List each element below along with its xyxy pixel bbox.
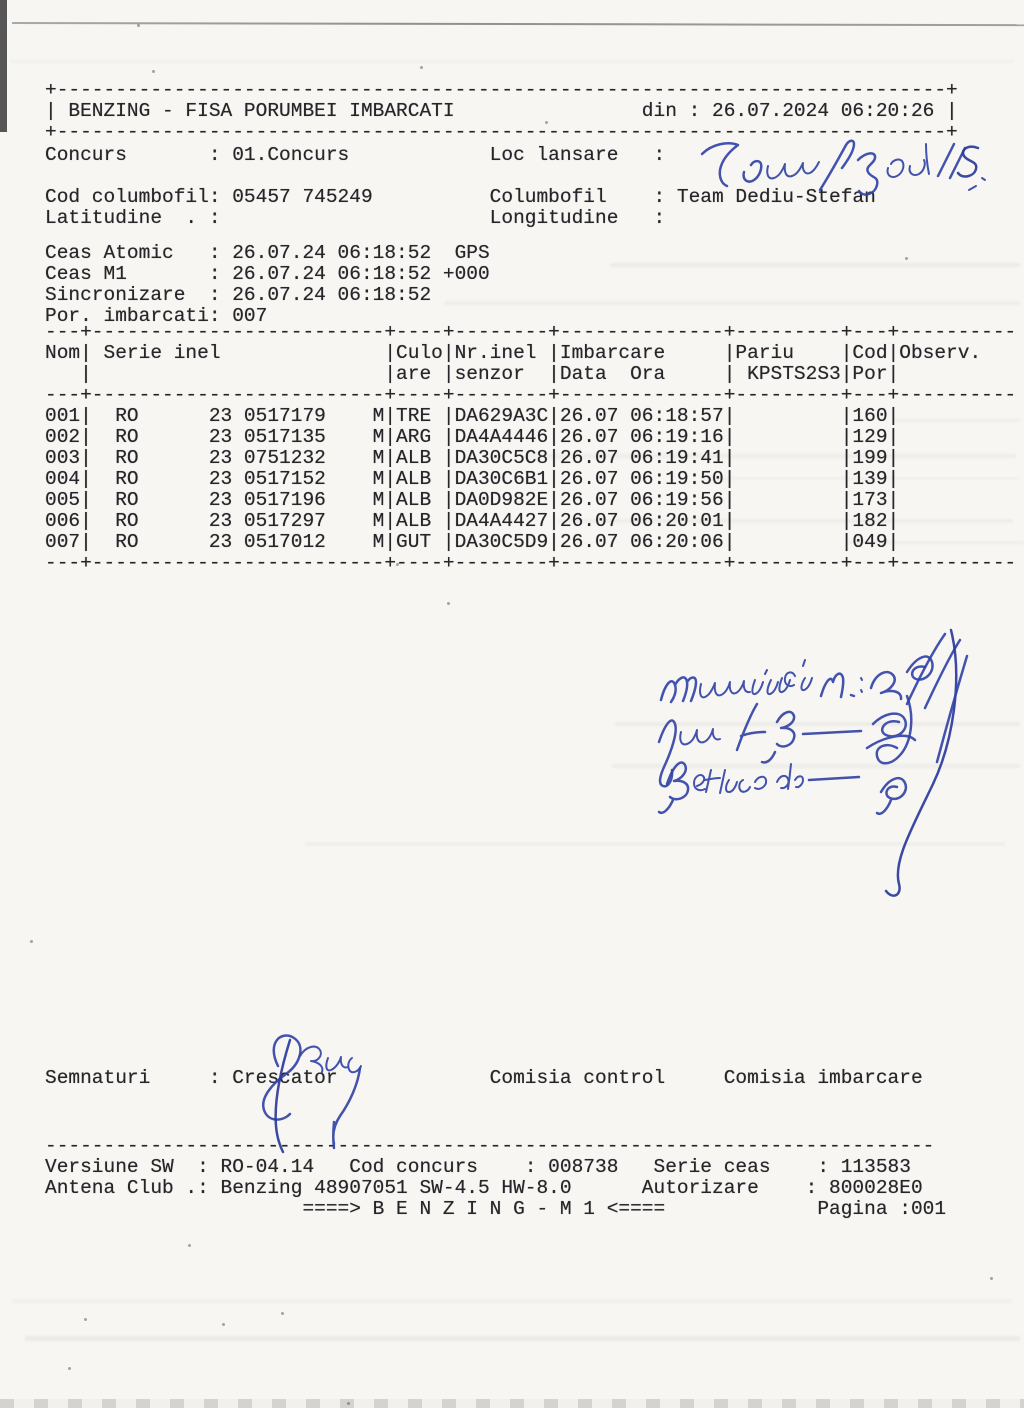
blank-line <box>45 166 876 187</box>
pen-stroke <box>958 147 978 177</box>
scan-fold-line <box>12 22 1024 26</box>
pen-stroke <box>867 714 915 748</box>
scan-bottom-band <box>0 1399 1024 1408</box>
antena-club-line: Antena Club .: Benzing 48907051 SW-4.5 HW-8.0 Autorizare : 800028E0 <box>45 1177 923 1199</box>
signatures-block <box>45 1068 923 1089</box>
benzing-banner-line: ====> B E N Z I N G - M 1 <==== Pagina :001 <box>45 1198 947 1220</box>
latitudine-longitudine-line: Latitudine . : Longitudine : <box>45 207 666 229</box>
scan-noise-streak <box>615 722 1020 726</box>
pen-stroke <box>659 762 688 812</box>
footer-separator: ---------------------------------------------------------------------------- <box>45 1135 935 1157</box>
scan-noise-streak <box>10 60 1014 63</box>
clock-block <box>45 243 490 327</box>
box-border-top: +----------------------------------------------------------------------------+ <box>45 79 958 101</box>
pen-stroke <box>877 778 906 814</box>
scan-speck <box>447 602 450 605</box>
ceas-m1-line: Ceas M1 : 26.07.24 06:18:52 +000 <box>45 263 490 285</box>
table-header-row-2: | |are |senzor |Data Ora | KPSTS2S3|Por| <box>45 363 900 385</box>
document-title-line: | BENZING - FISA PORUMBEI IMBARCATI din : 26.07.2024 06:20:26 | <box>45 100 958 122</box>
table-row: 005| RO 23 0517196 M|ALB |DA0D982E|26.07 06:19:56| |173| <box>45 489 900 511</box>
pen-stroke <box>937 656 967 762</box>
scan-speck <box>188 1244 191 1247</box>
scan-speck <box>30 940 33 943</box>
pen-stroke <box>907 634 960 708</box>
pen-stroke <box>877 696 911 763</box>
table-separator: ---+-------------------------+----+--------+--------------+---------+---+---------- <box>45 384 1017 406</box>
sincronizare-line: Sincronizare : 26.07.24 06:18:52 <box>45 284 432 306</box>
pen-stroke <box>762 712 794 763</box>
pen-stroke <box>888 160 904 177</box>
scan-noise-streak <box>445 301 1020 305</box>
scan-speck <box>68 1367 71 1370</box>
pen-stroke <box>910 144 929 175</box>
scan-noise-streak <box>305 842 1005 846</box>
handwriting-committee-signatures <box>645 612 985 902</box>
scan-speck <box>152 70 155 73</box>
scan-noise-streak <box>612 764 1020 768</box>
box-border-bottom: +----------------------------------------------------------------------------+ <box>45 121 958 143</box>
cod-columbofil-line: Cod columbofil: 05457 745249 Columbofil : Team Dediu-Stefan <box>45 186 876 208</box>
scan-speck <box>990 1277 993 1280</box>
pen-stroke <box>871 672 901 699</box>
scan-speck <box>222 1323 225 1326</box>
pigeon-table <box>45 322 1016 574</box>
scan-speck <box>137 24 140 27</box>
table-row: 001| RO 23 0517179 M|TRE |DA629A3C|26.07 06:18:57| |160| <box>45 405 900 427</box>
table-separator: ---+-------------------------+----+--------+--------------+---------+---+---------- <box>45 321 1017 343</box>
pen-stroke <box>700 681 750 697</box>
ceas-atomic-line: Ceas Atomic : 26.07.24 06:18:52 GPS <box>45 242 490 264</box>
por-imbarcati-line: Por. imbarcati: 007 <box>45 305 268 327</box>
scan-noise-streak <box>25 1336 1020 1341</box>
table-row: 003| RO 23 0751232 M|ALB |DA30C5C8|26.07 06:19:41| |199| <box>45 447 900 469</box>
pen-stroke <box>694 770 766 793</box>
scan-speck <box>905 257 908 260</box>
pen-stroke <box>737 704 765 750</box>
scan-speck <box>281 1312 284 1315</box>
footer-block <box>45 1136 946 1220</box>
pen-stroke <box>659 720 676 786</box>
concurs-loc-lansare-line: Concurs : 01.Concurs Loc lansare : <box>45 144 666 166</box>
pen-stroke <box>886 630 956 896</box>
table-row: 007| RO 23 0517012 M|GUT |DA30C5D9|26.07 06:20:06| |049| <box>45 531 900 553</box>
pen-stroke <box>907 657 933 680</box>
pen-stroke <box>680 729 720 744</box>
pen-stroke <box>969 178 985 190</box>
pen-stroke <box>938 144 965 178</box>
table-row: 002| RO 23 0517135 M|ARG |DA4A4446|26.07 06:19:16| |129| <box>45 426 900 448</box>
pen-stroke <box>752 660 812 694</box>
pen-stroke <box>661 677 696 702</box>
table-header-row-1: Nom| Serie inel |Culo|Nr.inel |Imbarcare |Pariu |Cod|Observ. <box>45 342 982 364</box>
header-box <box>45 80 958 143</box>
info-block <box>45 145 876 229</box>
table-row: 004| RO 23 0517152 M|ALB |DA30C6B1|26.07 06:19:50| |139| <box>45 468 900 490</box>
scan-noise-streak <box>610 263 1020 267</box>
pen-stroke <box>809 777 859 780</box>
pen-stroke <box>821 674 854 697</box>
pen-stroke <box>803 731 861 734</box>
signatures-line: Semnaturi : Crescator Comisia control Comisia imbarcare <box>45 1067 923 1089</box>
scan-edge-shadow <box>0 0 7 132</box>
table-row: 006| RO 23 0517297 M|ALB |DA4A4427|26.07 06:20:01| |182| <box>45 510 900 532</box>
scan-speck <box>420 66 423 69</box>
pen-stroke <box>861 678 862 692</box>
scan-speck <box>347 1402 350 1405</box>
scan-speck <box>84 1318 87 1321</box>
table-separator: ---+-------------------------+----+--------+--------------+---------+---+---------- <box>45 552 1017 574</box>
scan-noise-streak <box>12 1299 1012 1303</box>
versiune-sw-line: Versiune SW : RO-04.14 Cod concurs : 008738 Serie ceas : 113583 <box>45 1156 911 1178</box>
